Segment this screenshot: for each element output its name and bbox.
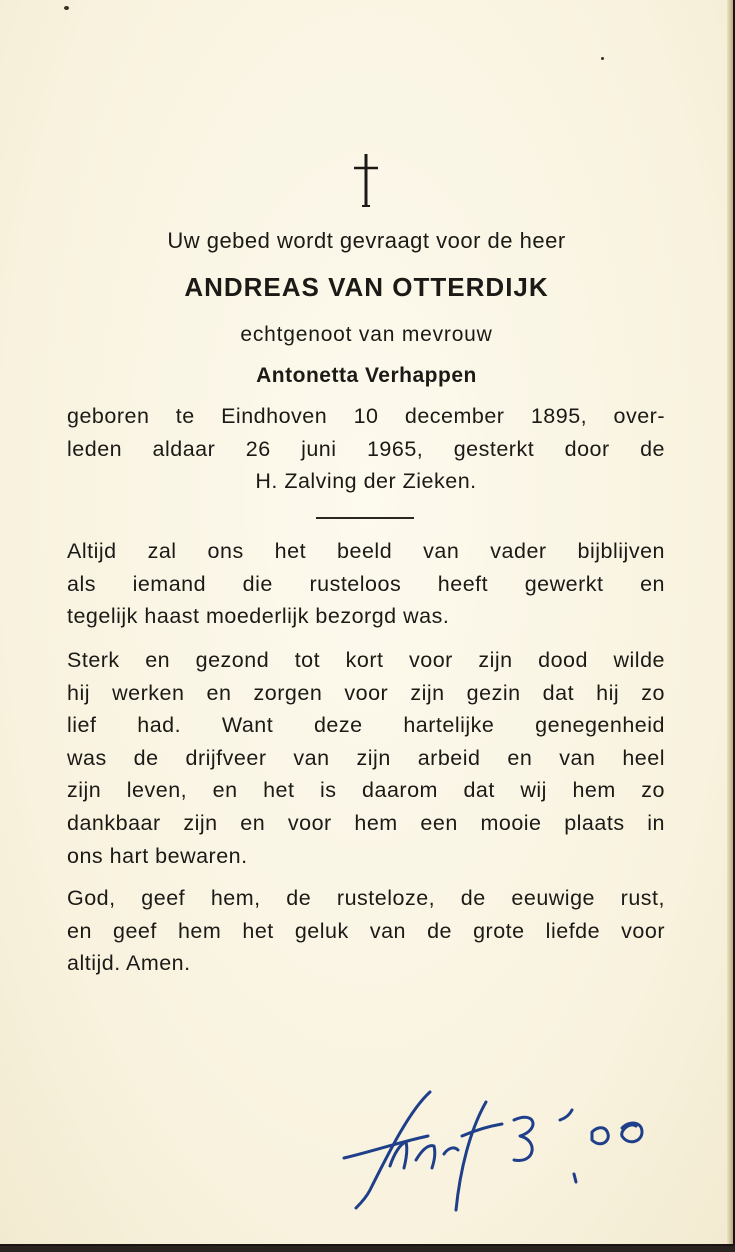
- remembrance-paragraph: [67, 535, 665, 633]
- paragraph-line: als iemand die rusteloos heeft gewerkt en: [67, 568, 665, 601]
- background-strip: [0, 1246, 735, 1252]
- prayer-paragraph: [67, 882, 665, 980]
- dust-speck: [64, 6, 69, 10]
- paragraph-line: Altijd zal ons het beeld van vader bijblijven: [67, 535, 665, 568]
- paragraph-line: Sterk en gezond tot kort voor zijn dood wilde: [67, 644, 665, 677]
- paragraph-line: was de drijfveer van zijn arbeid en van heel: [67, 742, 665, 775]
- spouse-name: Antonetta Verhappen: [0, 364, 733, 388]
- prayer-request-line: Uw gebed wordt gevraagt voor de heer: [0, 228, 733, 254]
- spouse-intro-line: echtgenoot van mevrouw: [0, 323, 733, 347]
- paragraph-line: lief had. Want deze hartelijke genegenheid: [67, 709, 665, 742]
- handwritten-price-note: [330, 1070, 700, 1220]
- paragraph-line: hij werken en zorgen voor zijn gezin dat hij zo: [67, 677, 665, 710]
- card-edge-shadow: [727, 0, 733, 1244]
- paragraph-line: altijd. Amen.: [67, 947, 665, 980]
- biography-block: [67, 400, 665, 498]
- biography-line: geboren te Eindhoven 10 december 1895, over-: [67, 400, 665, 433]
- paragraph-line: en geef hem het geluk van de grote liefde voor: [67, 915, 665, 948]
- paragraph-line: tegelijk haast moederlijk bezorgd was.: [67, 600, 665, 633]
- tribute-paragraph: [67, 644, 665, 872]
- paragraph-line: dankbaar zijn en voor hem een mooie plaats in: [67, 807, 665, 840]
- deceased-name: ANDREAS VAN OTTERDIJK: [0, 272, 733, 303]
- biography-line: H. Zalving der Zieken.: [67, 465, 665, 498]
- cross-icon: [0, 150, 733, 210]
- paragraph-line: God, geef hem, de rusteloze, de eeuwige rust,: [67, 882, 665, 915]
- biography-line: leden aldaar 26 juni 1965, gesterkt door de: [67, 433, 665, 466]
- paragraph-line: zijn leven, en het is daarom dat wij hem zo: [67, 774, 665, 807]
- divider-rule: [316, 517, 414, 519]
- dust-speck: [601, 57, 604, 60]
- paragraph-line: ons hart bewaren.: [67, 840, 665, 873]
